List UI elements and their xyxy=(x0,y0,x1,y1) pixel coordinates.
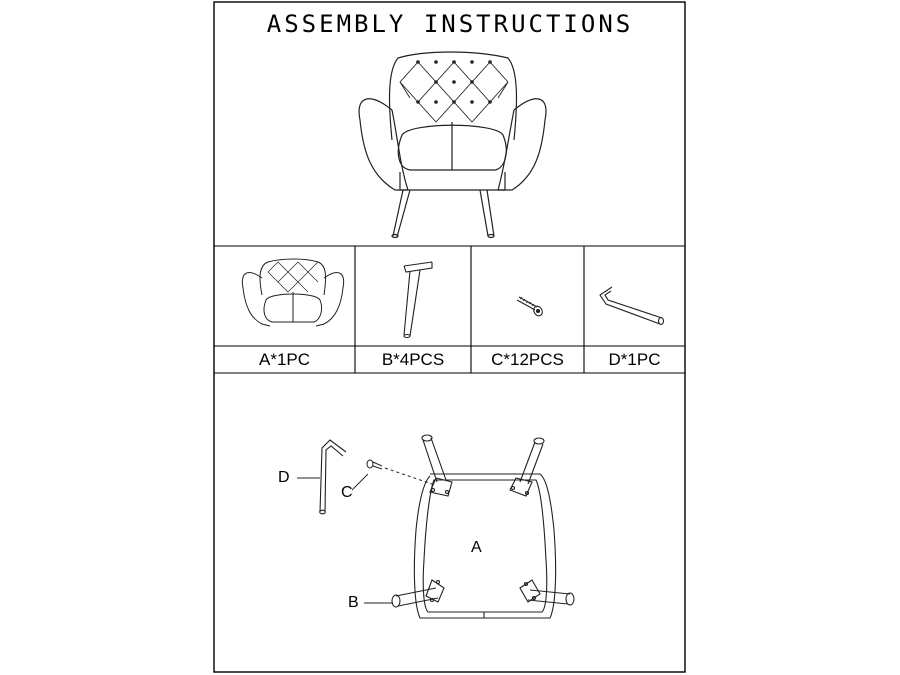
armchair-front-view-icon xyxy=(359,52,546,238)
bolt-icon xyxy=(517,297,544,317)
callout-c: C xyxy=(341,484,353,501)
part-c-label: C*12PCS xyxy=(491,350,564,369)
leg-bottom-left-icon xyxy=(392,580,444,607)
callout-d: D xyxy=(278,469,290,486)
callout-a: A xyxy=(471,539,482,556)
allen-key-loose-icon xyxy=(320,440,346,514)
leg-icon xyxy=(404,262,432,338)
leg-top-left-icon xyxy=(422,435,452,496)
bolt-loose-icon xyxy=(367,460,382,469)
page-title: ASSEMBLY INSTRUCTIONS xyxy=(266,10,634,38)
part-d-label: D*1PC xyxy=(608,350,661,369)
allen-key-icon xyxy=(600,287,664,325)
bolt-insertion-path xyxy=(385,468,432,484)
callout-b: B xyxy=(348,594,359,611)
part-a-label: A*1PC xyxy=(258,350,311,369)
page-frame xyxy=(214,2,685,672)
part-b-label: B*4PCS xyxy=(381,350,445,369)
armchair-body-icon xyxy=(242,259,343,326)
